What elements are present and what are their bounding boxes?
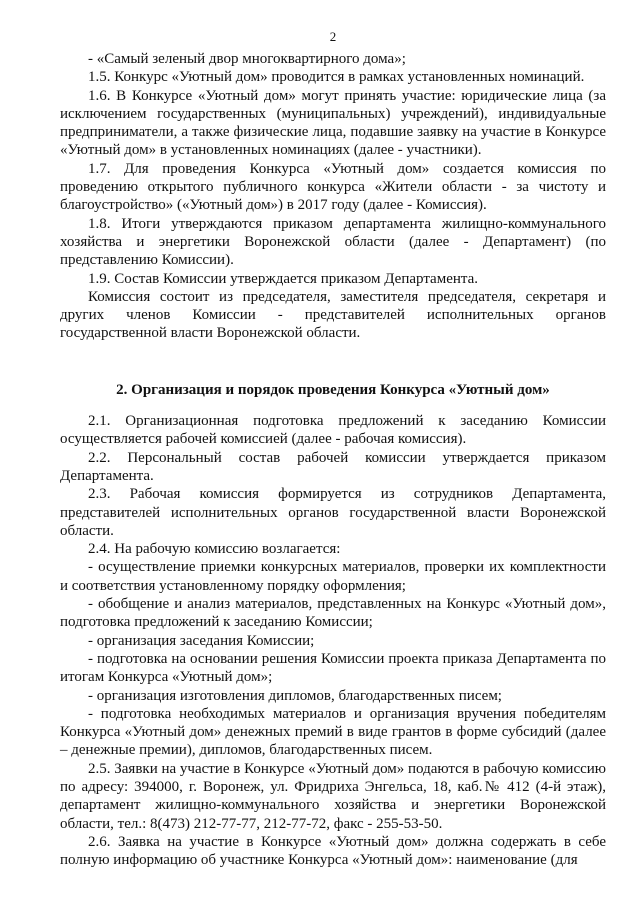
paragraph: Комиссия состоит из председателя, заместителя председателя, секретаря и других членов Комиссии - представителей исполнительных органов государственной власти Воронежской области. xyxy=(60,288,606,342)
paragraph: 2.1. Организационная подготовка предложений к заседанию Комиссии осуществляется рабочей комиссией (далее - рабочая комиссия). xyxy=(60,413,606,448)
list-item: - осуществление приемки конкурсных материалов, проверки их комплектности и соответствия установленному порядку оформления; xyxy=(60,559,606,594)
section-heading: 2. Организация и порядок проведения Конкурса «Уютный дом» xyxy=(116,381,550,398)
paragraph: 2.4. На рабочую комиссию возлагается: xyxy=(88,541,341,558)
paragraph: 1.6. В Конкурсе «Уютный дом» могут принять участие: юридические лица (за исключением государственных (муниципальных) учреждений), индивидуальные предприниматели, а также физические лица, подавшие заявку на участие в Конкурсе «Уютный дом» в установленных номинациях (далее - участники). xyxy=(60,87,606,159)
paragraph: 1.8. Итоги утверждаются приказом департамента жилищно-коммунального хозяйства и энергетики Воронежской области (далее - Департамент) (по представлению Комиссии). xyxy=(60,215,606,269)
list-item: - организация изготовления дипломов, благодарственных писем; xyxy=(88,687,502,704)
list-item: - подготовка необходимых материалов и организация вручения победителям Конкурса «Уютный дом» денежных премий в виде грантов в форме субсидий (далее – денежные премии), дипломов, благодарственных писем. xyxy=(60,705,606,759)
paragraph: 1.5. Конкурс «Уютный дом» проводится в рамках установленных номинаций. xyxy=(88,69,585,86)
page-number: 2 xyxy=(329,29,337,44)
paragraph: 2.5. Заявки на участие в Конкурсе «Уютный дом» подаются в рабочую комиссию по адресу: 394000, г. Воронеж, ул. Фридриха Энгельса, 18, каб.№ 412 (4-й этаж), департамент жилищно-коммунального хозяйства и энергетики Воронежской области, тел.: 8(473) 212-77-77, 212-77-72, факс - 255-53-50. xyxy=(60,760,607,832)
paragraph: 1.9. Состав Комиссии утверждается приказом Департамента. xyxy=(88,270,479,287)
list-item: - обобщение и анализ материалов, представленных на Конкурс «Уютный дом», подготовка предложений к заседанию Комиссии; xyxy=(60,596,606,631)
paragraph: 1.7. Для проведения Конкурса «Уютный дом» создается комиссия по проведению открытого публичного конкурса «Жители области - за чистоту и благоустройство» («Уютный дом») в 2017 году (далее - Комиссия). xyxy=(60,160,606,214)
paragraph: - «Самый зеленый двор многоквартирного дома»; xyxy=(88,51,406,67)
paragraph: 2.6. Заявка на участие в Конкурсе «Уютный дом» должна содержать в себе полную информацию об участнике Конкурса «Уютный дом»: наименование (для xyxy=(60,833,606,869)
list-item: - организация заседания Комиссии; xyxy=(88,632,315,649)
paragraph: 2.2. Персональный состав рабочей комиссии утверждается приказом Департамента. xyxy=(60,449,606,484)
list-item: - подготовка на основании решения Комиссии проекта приказа Департамента по итогам Конкурса «Уютный дом»; xyxy=(60,650,606,686)
paragraph: 2.3. Рабочая комиссия формируется из сотрудников Департамента, представителей исполнительных органов государственной власти Воронежской области. xyxy=(60,486,606,539)
